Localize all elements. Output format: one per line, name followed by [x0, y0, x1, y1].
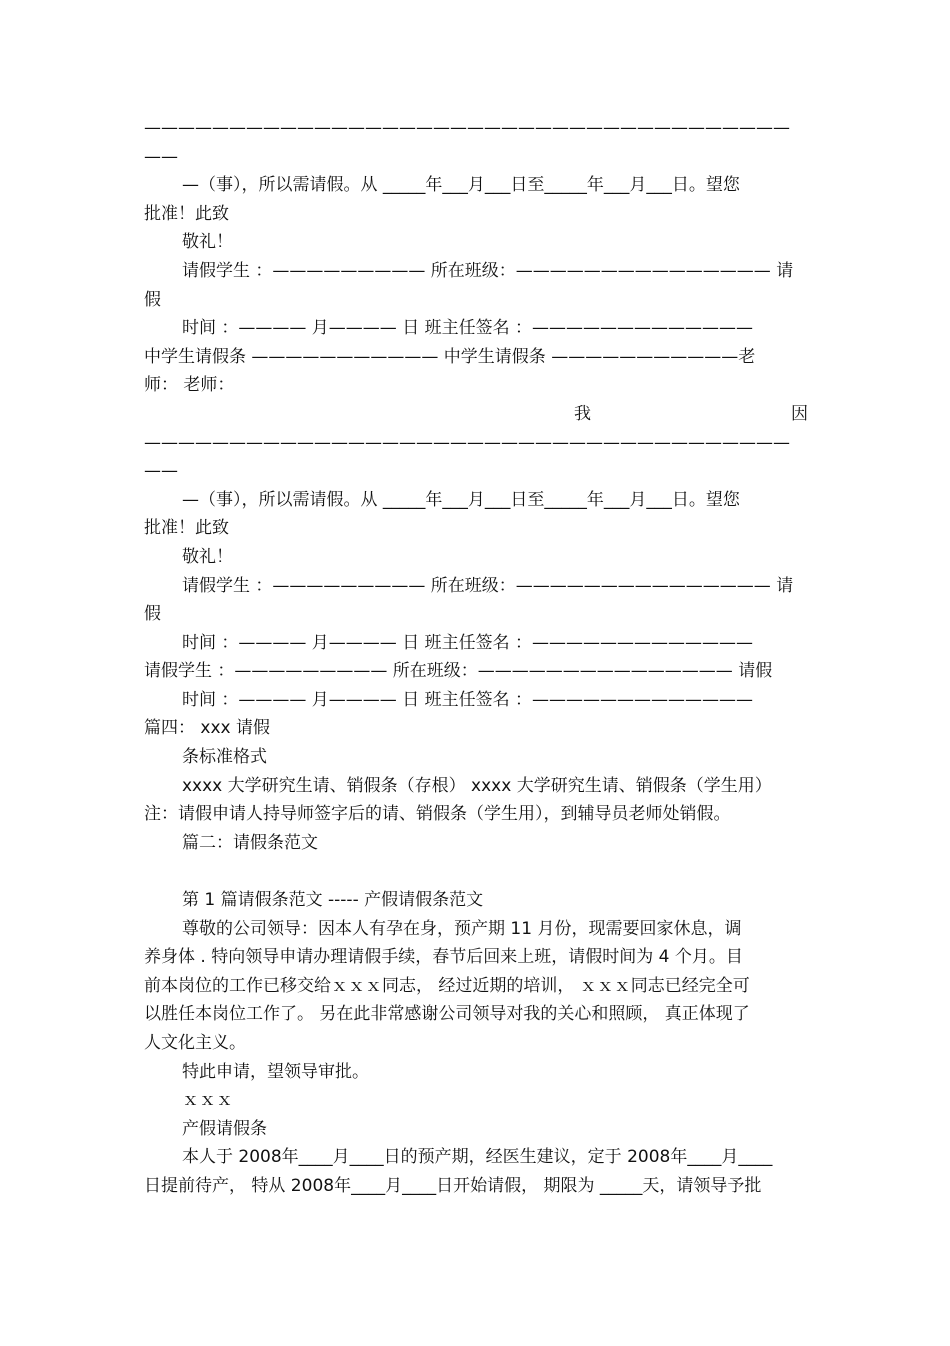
- text-line: —（事），所以需请假。从 _____年___月___日至_____年___月___日。望您: [182, 175, 740, 196]
- document-page: [144, 114, 808, 1201]
- text-line: 时间 ：———— 月———— 日 班主任签名 ：—————————————: [182, 632, 754, 653]
- text-line: 批准！此致: [144, 203, 229, 224]
- article-title: 第 1 篇请假条范文 ----- 产假请假条范文: [182, 890, 484, 911]
- text-line: 假: [144, 289, 161, 310]
- text-line: 请假学生 ：————————— 所在班级：——————————————— 请: [182, 575, 794, 596]
- text-line: ——————————————————————————————————————: [144, 118, 790, 138]
- justified-line: [144, 400, 808, 429]
- signature-text: ｘｘｘ: [182, 1090, 233, 1111]
- section-heading: 产假请假条: [182, 1118, 267, 1139]
- text-line: ——————————————————————————————————————: [144, 432, 790, 453]
- text-line: 日提前待产， 特从 2008年____月____日开始请假， 期限为 _____天，请领导予批: [144, 1175, 762, 1196]
- text-line: 前本岗位的工作已移交给ｘｘｘ同志， 经过近期的培训， ｘｘｘ同志已经完全可: [144, 975, 750, 996]
- text-line: 特此申请，望领导审批。: [182, 1061, 369, 1082]
- blank-line: [144, 857, 808, 886]
- text-line: 批准！此致: [144, 518, 229, 539]
- text-line: 时间 ：———— 月———— 日 班主任签名 ：—————————————: [182, 689, 754, 710]
- text-line: 假: [144, 604, 161, 625]
- text-line: ——: [144, 461, 178, 482]
- justified-right-text: 因: [791, 403, 808, 424]
- text-line: 敬礼！: [182, 232, 233, 253]
- text-line: 人文化主义。: [144, 1033, 246, 1053]
- text-line: 注：请假申请人持导师签字后的请、销假条（学生用），到辅导员老师处销假。: [144, 804, 731, 825]
- text-line: 中学生请假条 ——————————— 中学生请假条 ———————————老: [144, 346, 756, 367]
- text-line: 本人于 2008年____月____日的预产期，经医生建议，定于 2008年____月____: [182, 1147, 773, 1168]
- section-heading: 篇四： xxx 请假: [144, 718, 270, 739]
- text-line: 时间 ：———— 月———— 日 班主任签名 ：—————————————: [182, 318, 754, 339]
- section-heading: 篇二：请假条范文: [182, 832, 318, 853]
- text-line: 请假学生 ：————————— 所在班级：——————————————— 请: [182, 260, 794, 281]
- text-line: 尊敬的公司领导：因本人有孕在身，预产期 11 月份，现需要回家休息，调: [182, 918, 742, 939]
- text-line: xxxx 大学研究生请、销假条（存根） xxxx 大学研究生请、销假条（学生用）: [182, 775, 772, 796]
- text-line: 条标准格式: [182, 747, 267, 768]
- text-line: ——: [144, 146, 178, 167]
- justified-left-text: 我: [574, 403, 591, 424]
- text-line: 师： 老师：: [144, 375, 235, 396]
- text-line: 养身体 . 特向领导申请办理请假手续，春节后回来上班，请假时间为 4 个月。目: [144, 947, 743, 968]
- text-line: —（事），所以需请假。从 _____年___月___日至_____年___月___日。望您: [182, 489, 740, 510]
- text-line: 以胜任本岗位工作了。 另在此非常感谢公司领导对我的关心和照顾， 真正体现了: [144, 1004, 750, 1025]
- text-line: 请假学生 ：————————— 所在班级：——————————————— 请假: [144, 661, 773, 682]
- text-line: 敬礼！: [182, 546, 233, 567]
